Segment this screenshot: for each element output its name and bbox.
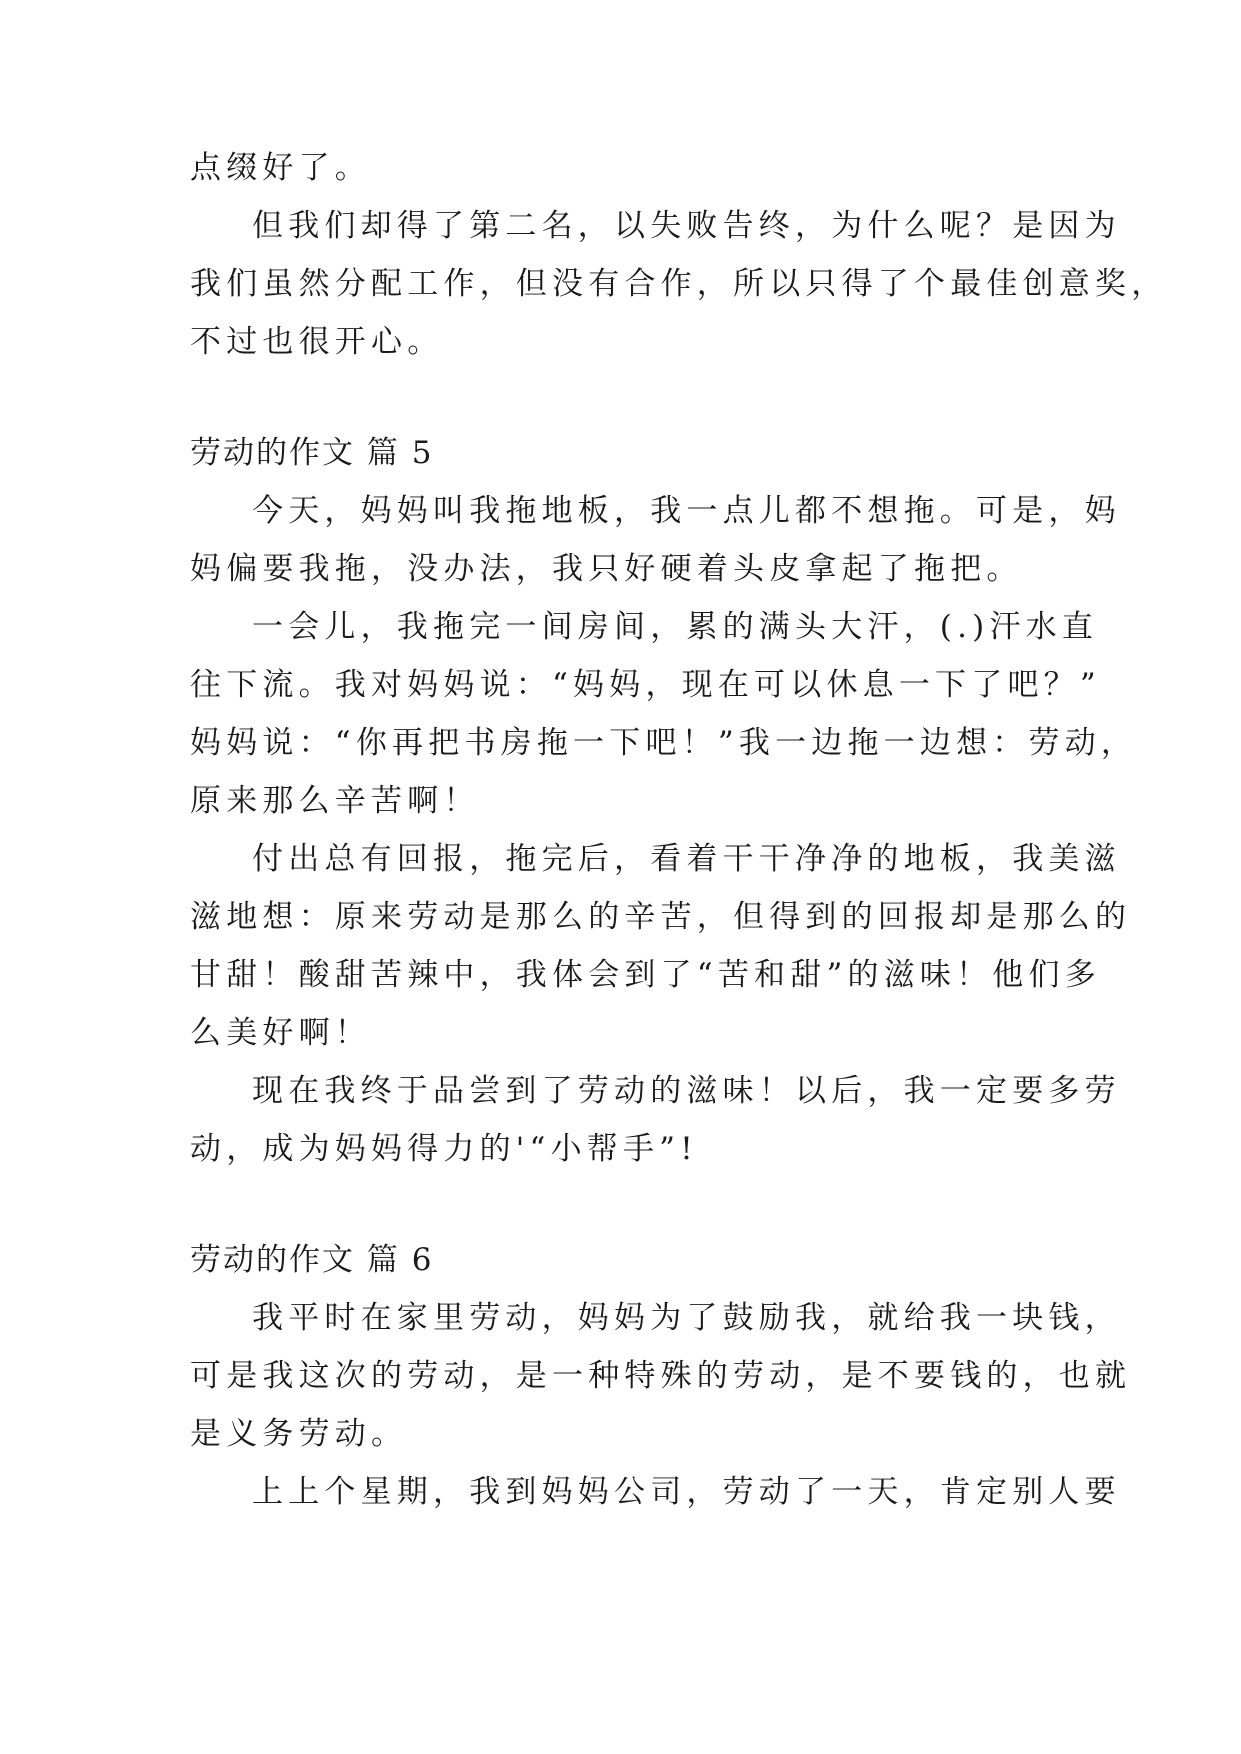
paragraph-line: 妈偏要我拖，没办法，我只好硬着头皮拿起了拖把。 [190,551,1023,587]
paragraph-line: 付出总有回报，拖完后，看着干干净净的地板，我美滋 [252,841,1121,877]
paragraph-line: 一会儿，我拖完一间房间，累的满头大汗，(.)汗水直 [252,609,1099,645]
paragraph-line: 滋地想：原来劳动是那么的辛苦，但得到的回报却是那么的 [190,899,1132,935]
section-heading: 劳动的作文 篇 6 [190,1242,434,1278]
section-heading: 劳动的作文 篇 5 [190,435,434,471]
paragraph-line: 今天，妈妈叫我拖地板，我一点儿都不想拖。可是，妈 [252,493,1121,529]
paragraph-line: 妈妈说：“你再把书房拖一下吧！”我一边拖一边想：劳动， [190,725,1138,761]
paragraph-line: 么美好啊！ [190,1015,371,1051]
paragraph-line: 动，成为妈妈得力的'“小帮手”! [190,1131,698,1167]
paragraph-line: 我们虽然分配工作，但没有合作，所以只得了个最佳创意奖， [190,266,1168,302]
paragraph-line: 我平时在家里劳动，妈妈为了鼓励我，就给我一块钱， [252,1300,1121,1336]
paragraph-line: 但我们却得了第二名，以失败告终，为什么呢？是因为 [252,208,1121,244]
paragraph-line: 甘甜！酸甜苦辣中，我体会到了“苦和甜”的滋味！他们多 [190,957,1101,993]
paragraph-line: 现在我终于品尝到了劳动的滋味！以后，我一定要多劳 [252,1073,1121,1109]
paragraph-line: 原来那么辛苦啊！ [190,783,480,819]
paragraph-line: 上上个星期，我到妈妈公司，劳动了一天，肯定别人要 [252,1474,1121,1510]
paragraph-line: 是义务劳动。 [190,1416,408,1452]
paragraph-line: 可是我这次的劳动，是一种特殊的劳动，是不要钱的，也就 [190,1358,1132,1394]
paragraph-line: 不过也很开心。 [190,324,444,360]
paragraph-line: 往下流。我对妈妈说：“妈妈，现在可以休息一下了吧？” [190,667,1101,703]
paragraph-line: 点缀好了。 [190,150,371,186]
